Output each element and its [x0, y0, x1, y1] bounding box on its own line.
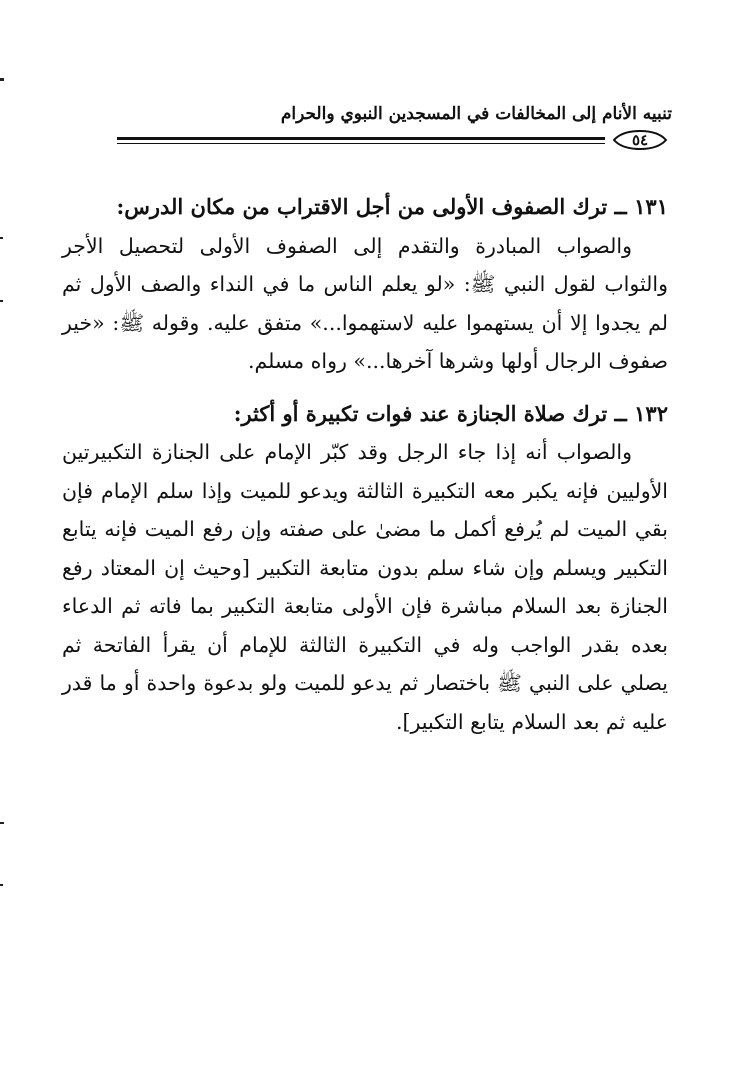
header-rule-thin — [117, 143, 605, 144]
section-heading: ١٣١ ــ ترك الصفوف الأولى من أجل الاقتراب من مكان الدرس: — [116, 194, 668, 219]
section-paragraph: والصواب أنه إذا جاء الرجل وقد كبّر الإمام على الجنازة التكبيرتين الأوليين فإنه يكبر معه التكبيرة الثالثة ويدعو للميت وإذا سلم الإمام فإن بقي الميت لم يُرفع أكمل ما مضىٰ على صفته وإن رفع الميت فإنه يتابع التكبير ويسلم وإن شاء سلم بدون متابعة التكبير [وحيث إن المعتاد رفع الجنازة بعد السلام مباشرة فإن الأولى متابعة التكبير بما فاته ثم الدعاء بعده بقدر الواجب وله في التكبيرة الثالثة للإمام أن يقرأ الفاتحة ثم يصلي على النبي ﷺ باختصار ثم يدعو للميت ولو بدعوة واحدة أو ما قدر عليه ثم بعد السلام يتابع التكبير]. — [62, 440, 668, 734]
running-header-title: تنبيه الأنام إلى المخالفات في المسجدين النبوي والحرام — [280, 104, 672, 124]
scan-mark — [0, 884, 3, 886]
page-number: ٥٤ — [631, 131, 649, 149]
scan-mark — [0, 78, 4, 81]
section-heading: ١٣٢ ــ ترك صلاة الجنازة عند فوات تكبيرة أو أكثر: — [233, 400, 668, 426]
scan-mark — [0, 822, 4, 824]
header-rule-thick — [117, 137, 605, 140]
page-body — [62, 188, 668, 741]
section-paragraph: والصواب المبادرة والتقدم إلى الصفوف الأولى لتحصيل الأجر والثواب لقول النبي ﷺ: «لو يعلم الناس ما في النداء والصف الأول ثم لم يجدوا إلا أن يستهموا عليه لاستهموا...» متفق عليه. وقوله ﷺ: «خير صفوف الرجال أولها وشرها آخرها...» رواه مسلم. — [62, 233, 668, 373]
scan-mark — [0, 300, 3, 302]
section-spacer — [62, 381, 668, 395]
scan-mark — [0, 237, 3, 239]
